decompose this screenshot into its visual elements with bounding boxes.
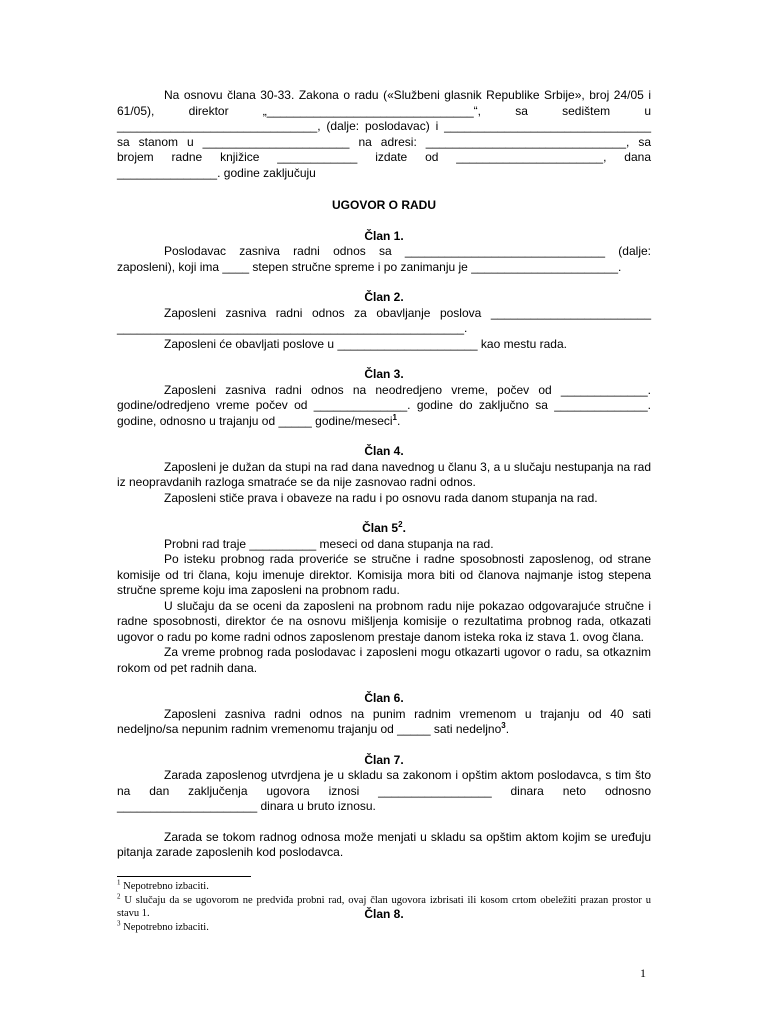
footnote-3: $^3$ Nepotrebno izbaciti.	[117, 919, 209, 933]
article-5-heading: Član $5^2$.	[362, 520, 406, 535]
document-title: UGOVOR O RADU	[331, 198, 436, 212]
article-7-heading: Član 7.	[364, 752, 404, 767]
footnote-ref-1: 1	[392, 412, 397, 422]
intro-paragraph: Na osnovu člana 30-33. Zakona o radu («Službeni glasnik Republike Srbije», broj 24/05 i 61/05), direktor „_______________________________“, sa sedištem u ______________________________, (dalje: poslodavac) i _______________________________ sa stanom u ______________________ na adresi: ______________________________, sa brojem radne knjižice ____________ izdate od ______________________, dana _______________. godine zaključuju	[117, 88, 651, 180]
article-5-paragraph-4: Za vreme probnog rada poslodavac i zaposleni mogu otkazarti ugovor o radu, sa otkaznim rokom od pet radnih dana.	[117, 645, 651, 675]
article-4-paragraph-2: Zaposleni stiče prava i obaveze na radu i po osnovu rada danom stupanja na rad.	[164, 490, 598, 505]
article-5-paragraph-2: Po isteku probnog rada proveriće se stručne i radne sposobnosti zaposlenog, od strane komisije od tri člana, koju imenuje direktor. Komisija mora biti od članova najmanje istog stepena stručne spreme koju ima zaposleni na probnom radu.	[117, 552, 651, 597]
article-7-paragraph-1: Zarada zaposlenog utvrdjena je u skladu sa zakonom i opštim aktom poslodavca, s tim što na dan zaključenja ugovora iznosi _________________ dinara neto odnosno _____________________ dinara u bruto iznosu.	[117, 768, 651, 813]
footnotes	[117, 880, 651, 934]
article-6-heading: Član 6.	[364, 691, 404, 705]
article-5-paragraph-3: U slučaju da se oceni da zaposleni na probnom radu nije pokazao odgovarajuće stručne i radne sposobnosti, direktor će na osnovu mišljenja komisije o rezultatima probnog rada, otkazati ugovor o radu po kome radni odnos zaposlenom prestaje danom isteka roka iz stava 1. ovog člana.	[117, 598, 651, 644]
footnote-1: $^1$ Nepotrebno izbaciti.	[117, 878, 209, 892]
article-6-paragraph-1: Zaposleni zasniva radni odnos na punim radnim vremenom u trajanju od 40 sati nedeljno/sa nepunim radnim vremenomu trajanju od _____ sati nedeljno$^3$.	[117, 706, 651, 736]
page-number: 1	[640, 966, 646, 980]
article-3-heading: Član 3.	[364, 367, 404, 381]
article-1-heading: Član 1.	[364, 228, 404, 243]
article-4-heading: Član 4.	[364, 444, 404, 458]
footnote-2: $^2$ U slučaju da se ugovorom ne predviđa probni rad, ovaj član ugovora izbrisati ili kosom crtom obeležiti prazan prostor u stavu 1.	[117, 892, 652, 919]
article-7-paragraph-2: Zarada se tokom radnog odnosa može menjati u skladu sa opštim aktom kojim se uređuju pitanja zarade zaposlenih kod poslodavca.	[117, 829, 651, 859]
article-2-heading: Član 2.	[364, 290, 404, 304]
article-8-heading: Član 8.	[364, 906, 404, 921]
article-2-paragraph-2: Zaposleni će obavljati poslove u _____________________ kao mestu rada.	[164, 336, 567, 351]
footnote-ref-2: 2	[398, 520, 403, 529]
footnote-ref-3: 3	[501, 721, 506, 730]
article-3-paragraph-1: Zaposleni zasniva radni odnos na neodredjeno vreme, počev od _____________. godine/odredjeno vreme počev od ______________. godine do zaključno sa ______________. godine, odnosno u trajanju od _____ godine/meseci$^1$.	[117, 382, 651, 428]
article-1-paragraph-1: Poslodavac zasniva radni odnos sa ______________________________ (dalje: zaposleni), koji ima ____ stepen stručne spreme i po zanimanju je ______________________.	[117, 244, 651, 274]
footnote-separator	[117, 876, 251, 877]
article-5-paragraph-1: Probni rad traje __________ meseci od dana stupanja na rad.	[164, 536, 494, 551]
article-2-paragraph-1: Zaposleni zasniva radni odnos za obavljanje poslova ________________________ ____________________________________________________.	[117, 305, 651, 335]
article-4-paragraph-1: Zaposleni je dužan da stupi na rad dana navednog u članu 3, a u slučaju nestupanja na rad iz neopravdanih razloga smatraće se da nije zasnovao radni odnos.	[117, 459, 651, 489]
document-body	[117, 88, 651, 922]
